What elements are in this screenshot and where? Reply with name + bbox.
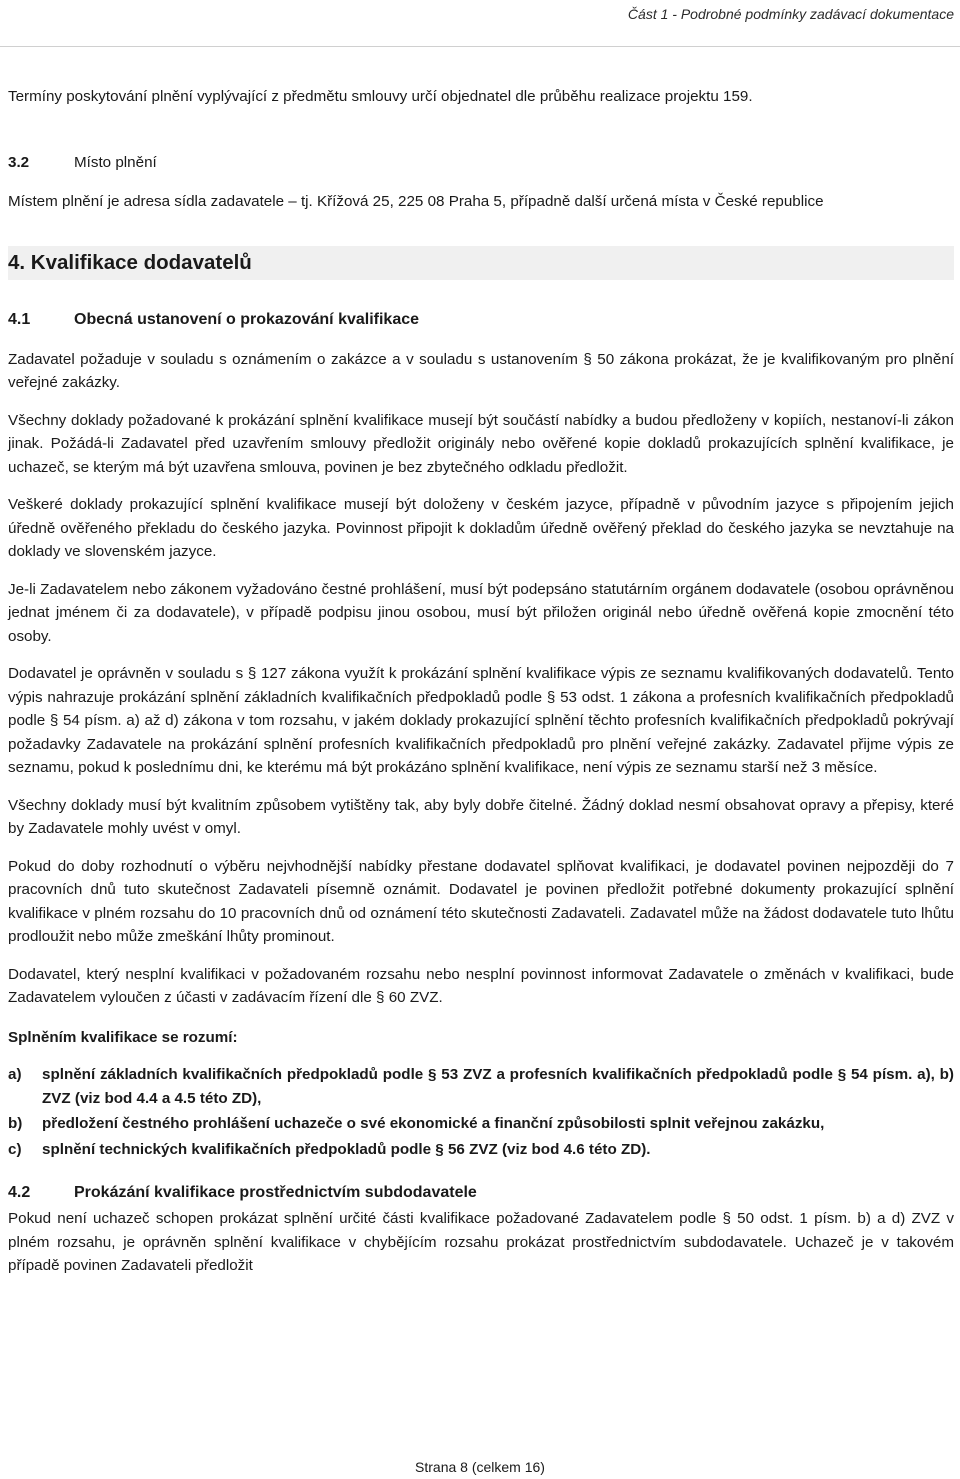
list-item-label: b)	[8, 1115, 23, 1132]
intro-paragraph: Termíny poskytování plnění vyplývající z předmětu smlouvy určí objednatel dle průběhu realizace projektu 159.	[8, 88, 753, 105]
paragraph: Je-li Zadavatelem nebo zákonem vyžadováno čestné prohlášení, musí být podepsáno statutárním orgánem dodavatele (osobou oprávněnou jednat jménem či za dodavatele), v případě podpisu jinou osobou, musí být přiložen originál nebo úředně ověřená kopie zmocnění této osoby.	[8, 580, 954, 645]
list-item-text: předložení čestného prohlášení uchazeče o své ekonomické a finanční způsobilosti splnit veřejnou zakázku,	[42, 1115, 825, 1132]
list-item-label: a)	[8, 1066, 22, 1083]
section-3-2-heading	[8, 151, 954, 175]
list-item-text: splnění technických kvalifikačních předpokladů podle § 56 ZVZ (viz bod 4.6 této ZD).	[42, 1140, 651, 1158]
section-number: 3.2	[8, 153, 30, 171]
section-title: Místo plnění	[74, 153, 157, 171]
section-number: 4.2	[8, 1184, 31, 1201]
paragraph: Pokud není uchazeč schopen prokázat splnění určité části kvalifikace požadované Zadavatelem podle § 50 odst. 1 písm. b) a d) ZVZ v plném rozsahu, je oprávněn splnění kvalifikace v chybějícím rozsahu prokázat prostřednictvím subdodavatele. Uchazeč je v takovém případě povinen Zadavateli předložit	[8, 1210, 954, 1274]
list-item	[8, 1112, 954, 1136]
list-item-label: c)	[8, 1140, 22, 1158]
list-item	[8, 1138, 954, 1162]
section-4-2-heading	[8, 1181, 954, 1205]
header-divider	[0, 46, 960, 47]
paragraph: Veškeré doklady prokazující splnění kvalifikace musejí být doloženy v českém jazyce, případně v původním jazyce s připojením jejich úředně ověřeného překladu do českého jazyka. Povinnost připojit k dokladům úředně ověřený překlad do českého jazyka se nevztahuje na doklady ve slovenském jazyce.	[8, 496, 954, 560]
section-4-heading: 4. Kvalifikace dodavatelů	[8, 246, 954, 280]
section-4-1-heading	[8, 308, 954, 332]
list-item	[8, 1063, 954, 1110]
misto-plneni-paragraph: Místem plnění je adresa sídla zadavatele – tj. Křížová 25, 225 08 Praha 5, případně další určená místa v České republice	[8, 193, 824, 210]
paragraph: Pokud do doby rozhodnutí o výběru nejvhodnější nabídky přestane dodavatel splňovat kvalifikaci, je dodavatel povinen nejpozději do 7 pracovních dnů tuto skutečnost Zadavateli písemně oznámit. Dodavatel je povinen předložit potřebné dokumenty prokazující splnění kvalifikace v plném rozsahu do 10 pracovních dnů od oznámení této skutečnosti Zadavateli. Zadavatel může na žádost dodavatele tuto lhůtu prodloužit nebo může zmeškání lhůty prominout.	[8, 857, 954, 945]
paragraph: Všechny doklady požadované k prokázání splnění kvalifikace musejí být součástí nabídky a budou předloženy v kopiích, nestanoví-li zákon jinak. Požádá-li Zadavatel před uzavřením smlouvy předložit originály nebo ověřené kopie dokladů prokazujících splnění kvalifikace, je uchazeč, se kterým má být uzavřena smlouva, povinen je bez zbytečného odkladu předložit.	[8, 411, 954, 476]
qualification-list	[8, 1063, 954, 1161]
splneni-heading: Splněním kvalifikace se rozumí:	[8, 1028, 238, 1046]
paragraph: Zadavatel požaduje v souladu s oznámením o zakázce a v souladu s ustanovením § 50 zákona prokázat, že je kvalifikovaným pro plnění veřejné zakázky.	[8, 350, 954, 391]
document-body	[8, 85, 954, 1278]
page-footer: Strana 8 (celkem 16)	[415, 1459, 545, 1475]
section-title: Obecná ustanovení o prokazování kvalifikace	[74, 310, 420, 328]
page-header: Část 1 - Podrobné podmínky zadávací dokumentace	[627, 6, 954, 22]
section-number: 4.1	[8, 310, 31, 328]
paragraph: Všechny doklady musí být kvalitním způsobem vytištěny tak, aby byly dobře čitelné. Žádný doklad nesmí obsahovat opravy a přepisy, které by Zadavatele mohly uvést v omyl.	[8, 796, 954, 837]
paragraph: Dodavatel je oprávněn v souladu s § 127 zákona využít k prokázání splnění kvalifikace výpis ze seznamu kvalifikovaných dodavatelů. Tento výpis nahrazuje prokázání splnění základních kvalifikačních předpokladů podle § 53 odst. 1 zákona a profesních kvalifikačních předpokladů podle § 54 písm. a) až d) zákona v tom rozsahu, v jakém doklady prokazující splnění těchto profesních kvalifikačních předpokladů pokrývají požadavky Zadavatele na prokázání splnění profesních kvalifikačních předpokladů pro plnění veřejné zakázky. Zadavatel přijme výpis ze seznamu, pokud k poslednímu dni, ke kterému má být prokázáno splnění kvalifikace, není výpis ze seznamu starší než 3 měsíce.	[8, 665, 954, 776]
list-item-text: splnění základních kvalifikačních předpokladů podle § 53 ZVZ a profesních kvalifikačních předpokladů podle § 54 písm. a), b) ZVZ (viz bod 4.4 a 4.5 této ZD),	[42, 1066, 954, 1107]
paragraph: Dodavatel, který nesplní kvalifikaci v požadovaném rozsahu nebo nesplní povinnost informovat Zadavatele o změnách v kvalifikaci, bude Zadavatelem vyloučen z účasti v zadávacím řízení dle § 60 ZVZ.	[8, 965, 954, 1006]
section-title: Prokázání kvalifikace prostřednictvím subdodavatele	[74, 1184, 477, 1201]
